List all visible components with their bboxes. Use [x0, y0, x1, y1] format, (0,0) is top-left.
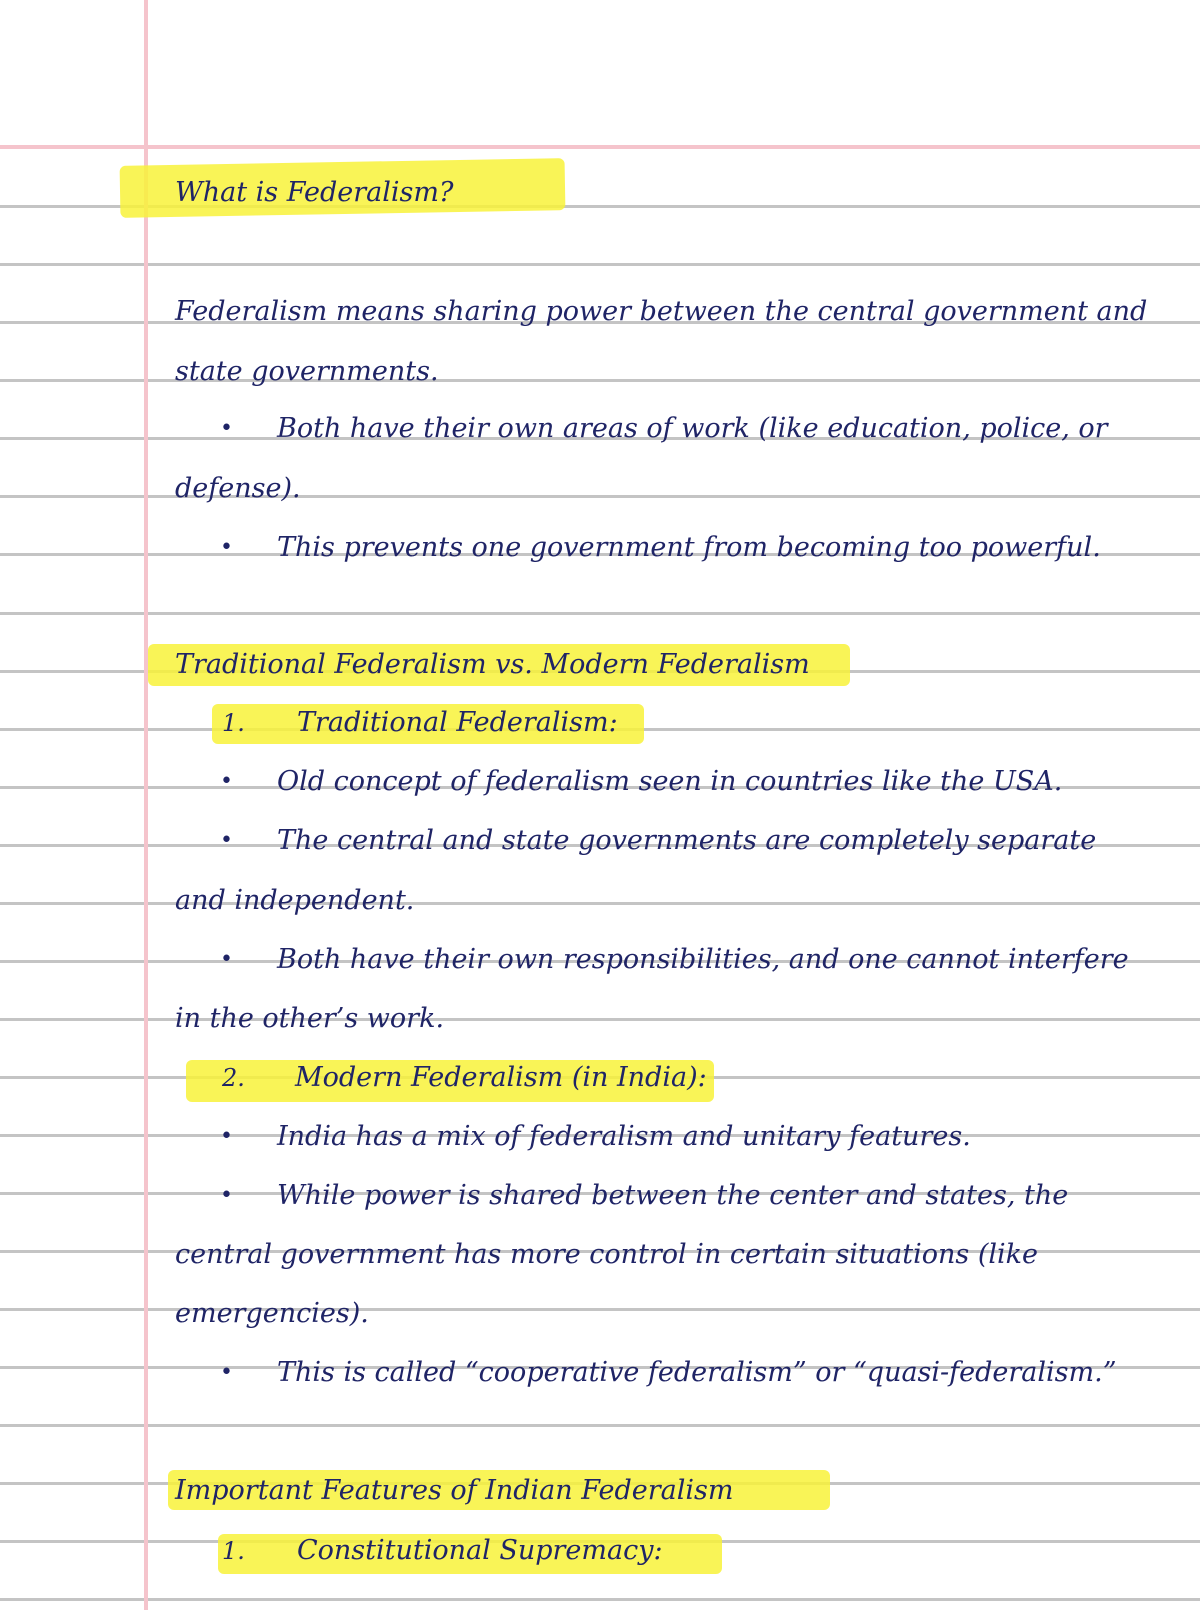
bullet-dot: •	[220, 416, 233, 441]
ruled-line	[0, 1598, 1200, 1601]
ruled-line	[0, 612, 1200, 615]
ruled-line	[0, 263, 1200, 266]
bullet-text: The central and state governments are completely separate	[277, 825, 1097, 856]
list-item-title: Constitutional Supremacy:	[297, 1535, 663, 1566]
heading-what-is-federalism: What is Federalism?	[175, 177, 454, 208]
bullet-dot: •	[220, 1183, 233, 1208]
bullet-text: While power is shared between the center and states, the	[277, 1180, 1069, 1211]
bullet-text: This prevents one government from becoming too powerful.	[277, 532, 1101, 563]
bullet-text: This is called “cooperative federalism” or “quasi-federalism.”	[277, 1357, 1117, 1388]
bullet-dot: •	[220, 828, 233, 853]
bullet-text-continued: and independent.	[175, 885, 415, 916]
bullet-dot: •	[220, 535, 233, 560]
bullet-dot: •	[220, 1360, 233, 1385]
bullet-dot: •	[220, 1124, 233, 1149]
ruled-line	[0, 1424, 1200, 1427]
list-item-title: Traditional Federalism:	[297, 707, 618, 738]
list-number: 1.	[222, 709, 245, 737]
bullet-text: Old concept of federalism seen in countries like the USA.	[277, 766, 1063, 797]
heading-traditional-vs-modern: Traditional Federalism vs. Modern Federalism	[175, 649, 810, 680]
margin-line	[144, 0, 148, 1610]
header-rule	[0, 145, 1200, 149]
list-number: 2.	[222, 1064, 245, 1092]
list-number: 1.	[222, 1537, 245, 1565]
bullet-text-continued: emergencies).	[175, 1298, 369, 1329]
bullet-dot: •	[220, 947, 233, 972]
bullet-text: India has a mix of federalism and unitary features.	[277, 1121, 971, 1152]
bullet-text: Both have their own responsibilities, and one cannot interfere	[277, 944, 1129, 975]
paragraph-line: state governments.	[175, 356, 439, 387]
bullet-text-continued: defense).	[175, 473, 301, 504]
heading-important-features: Important Features of Indian Federalism	[175, 1475, 734, 1506]
list-item-title: Modern Federalism (in India):	[295, 1062, 707, 1093]
paragraph-line: Federalism means sharing power between the central government and	[175, 296, 1148, 327]
bullet-text-continued: in the other’s work.	[175, 1003, 445, 1034]
bullet-text: Both have their own areas of work (like education, police, or	[277, 413, 1108, 444]
bullet-text-continued: central government has more control in certain situations (like	[175, 1239, 1038, 1270]
bullet-dot: •	[220, 769, 233, 794]
